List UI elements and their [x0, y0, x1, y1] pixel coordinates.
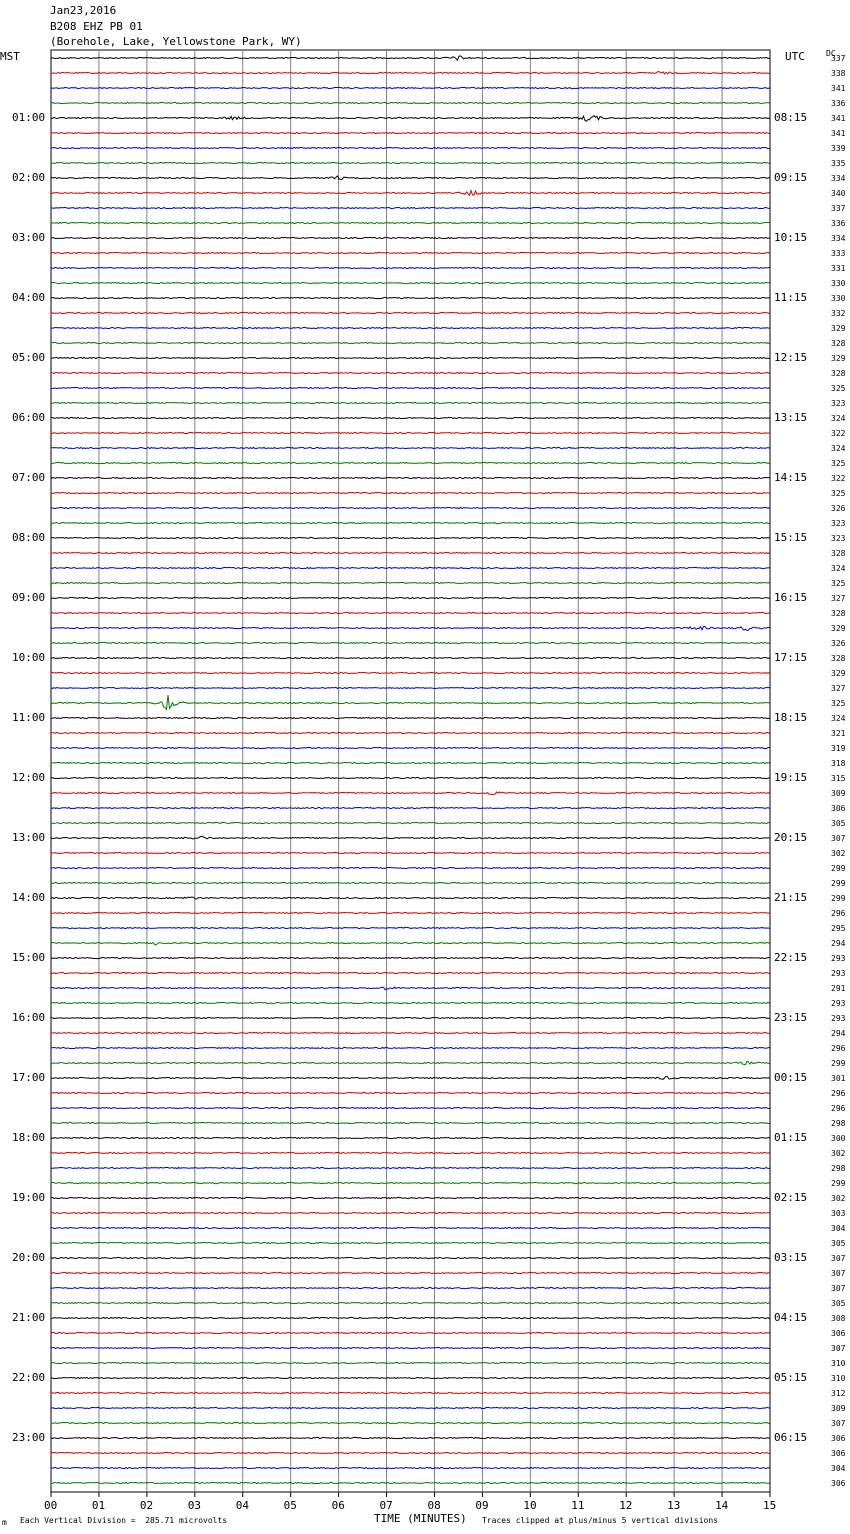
seismic-trace [51, 597, 770, 598]
dc-offset-value: 324 [831, 714, 846, 723]
seismic-trace [51, 56, 770, 60]
seismic-trace [51, 87, 770, 88]
footer-marker: m [2, 1518, 7, 1527]
seismic-trace [51, 207, 770, 208]
seismic-trace [51, 162, 770, 163]
seismic-trace [51, 1182, 770, 1183]
seismic-trace [51, 1482, 770, 1483]
dc-offset-value: 307 [831, 1344, 846, 1353]
dc-offset-value: 327 [831, 684, 846, 693]
dc-offset-value: 341 [831, 84, 846, 93]
dc-offset-value: 335 [831, 159, 846, 168]
dc-offset-value: 307 [831, 1419, 846, 1428]
seismic-trace [51, 567, 770, 568]
dc-offset-value: 324 [831, 564, 846, 573]
dc-offset-value: 333 [831, 249, 846, 258]
mst-hour-label: 11:00 [12, 711, 46, 724]
dc-offset-value: 307 [831, 1254, 846, 1263]
dc-offset-value: 307 [831, 1269, 846, 1278]
seismic-trace [51, 1061, 770, 1064]
seismic-trace [51, 462, 770, 463]
dc-offset-value: 291 [831, 984, 846, 993]
dc-offset-value: 339 [831, 144, 846, 153]
seismic-trace [51, 717, 770, 718]
seismic-trace [51, 912, 770, 913]
dc-offset-value: 327 [831, 594, 846, 603]
dc-offset-value: 306 [831, 1434, 846, 1443]
seismic-trace [51, 237, 770, 238]
mst-hour-label: 23:00 [12, 1431, 46, 1444]
dc-offset-value: 303 [831, 1209, 846, 1218]
dc-offset-value: 328 [831, 609, 846, 618]
dc-offset-value: 322 [831, 429, 846, 438]
scale-note: Each Vertical Division = 285.71 microvolts [20, 1516, 228, 1525]
dc-offset-value: 294 [831, 1029, 846, 1038]
seismic-trace [51, 72, 770, 74]
seismic-trace [51, 1437, 770, 1438]
dc-offset-value: 328 [831, 339, 846, 348]
dc-offset-value: 325 [831, 699, 846, 708]
seismic-trace [51, 882, 770, 883]
seismic-trace [51, 417, 770, 418]
x-tick-label: 10 [523, 1499, 537, 1512]
utc-hour-label: 16:15 [774, 591, 808, 604]
dc-offset-value: 321 [831, 729, 846, 738]
dc-offset-value: 306 [831, 804, 846, 813]
x-tick-label: 02 [139, 1499, 154, 1512]
dc-offset-value: 306 [831, 1449, 846, 1458]
seismic-trace [51, 1107, 770, 1108]
seismic-trace [51, 357, 770, 358]
dc-offset-value: 340 [831, 189, 846, 198]
mst-hour-label: 08:00 [12, 531, 46, 544]
dc-offset-value: 304 [831, 1224, 846, 1233]
dc-offset-value: 326 [831, 504, 846, 513]
dc-offset-value: 318 [831, 759, 846, 768]
utc-hour-label: 11:15 [774, 291, 808, 304]
dc-offset-value: 330 [831, 279, 846, 288]
mst-hour-label: 18:00 [12, 1131, 46, 1144]
seismic-trace [51, 267, 770, 268]
utc-hour-label: 18:15 [774, 711, 808, 724]
dc-offset-value: 337 [831, 204, 846, 213]
utc-hour-label: 12:15 [774, 351, 808, 364]
seismic-trace [51, 1452, 770, 1453]
seismic-trace [51, 807, 770, 808]
seismic-trace [51, 147, 770, 148]
x-tick-label: 01 [91, 1499, 106, 1512]
dc-offset-value: 315 [831, 774, 846, 783]
dc-offset-value: 296 [831, 1104, 846, 1113]
dc-offset-value: 328 [831, 549, 846, 558]
seismic-trace [51, 1362, 770, 1363]
mst-hour-label: 21:00 [12, 1311, 46, 1324]
dc-offset-value: 296 [831, 1044, 846, 1053]
utc-hour-label: 14:15 [774, 471, 808, 484]
seismic-trace [51, 1467, 770, 1468]
dc-offset-value: 298 [831, 1164, 846, 1173]
dc-offset-value: 305 [831, 819, 846, 828]
dc-offset-value: 308 [831, 1314, 846, 1323]
dc-offset-value: 328 [831, 654, 846, 663]
seismic-trace [51, 1257, 770, 1258]
seismic-trace [51, 1242, 770, 1243]
utc-hour-label: 20:15 [774, 831, 808, 844]
mst-hour-label: 03:00 [12, 231, 46, 244]
seismic-trace [51, 1422, 770, 1423]
seismic-trace [51, 342, 770, 343]
dc-offset-value: 330 [831, 294, 846, 303]
dc-offset-value: 312 [831, 1389, 846, 1398]
seismic-trace [51, 836, 770, 839]
dc-offset-value: 302 [831, 1194, 846, 1203]
seismic-trace [51, 447, 770, 448]
clip-note: Traces clipped at plus/minus 5 vertical divisions [482, 1516, 719, 1525]
seismic-trace [51, 432, 770, 433]
x-tick-label: 08 [427, 1499, 441, 1512]
dc-offset-value: 323 [831, 534, 846, 543]
dc-offset-value: 305 [831, 1239, 846, 1248]
mst-hour-label: 22:00 [12, 1371, 46, 1384]
seismic-trace [51, 792, 770, 795]
seismic-trace [51, 1407, 770, 1408]
x-tick-label: 05 [283, 1499, 297, 1512]
dc-offset-value: 299 [831, 879, 846, 888]
utc-hour-label: 02:15 [774, 1191, 808, 1204]
dc-offset-value: 306 [831, 1479, 846, 1488]
mst-hour-label: 02:00 [12, 171, 46, 184]
dc-offset-value: 325 [831, 384, 846, 393]
seismic-trace [51, 1347, 770, 1348]
dc-offset-value: 302 [831, 849, 846, 858]
dc-offset-value: 325 [831, 459, 846, 468]
dc-offset-value: 305 [831, 1299, 846, 1308]
dc-offset-value: 300 [831, 1134, 846, 1143]
seismic-trace [51, 732, 770, 733]
x-tick-label: 04 [235, 1499, 249, 1512]
x-tick-label: 09 [475, 1499, 489, 1512]
dc-offset-value: 299 [831, 894, 846, 903]
dc-offset-value: 338 [831, 69, 846, 78]
mst-hour-label: 13:00 [12, 831, 46, 844]
station-code: B208 EHZ PB 01 [50, 20, 143, 33]
x-tick-label: 07 [379, 1499, 393, 1512]
dc-offset-value: 332 [831, 309, 846, 318]
seismic-trace [51, 687, 770, 688]
seismic-trace [51, 987, 770, 990]
seismic-trace [51, 1032, 770, 1033]
utc-hour-label: 01:15 [774, 1131, 808, 1144]
utc-hour-label: 06:15 [774, 1431, 808, 1444]
seismic-trace [51, 626, 770, 630]
utc-hour-label: 21:15 [774, 891, 808, 904]
seismic-trace [51, 897, 770, 899]
seismic-trace [51, 537, 770, 538]
utc-hour-label: 22:15 [774, 951, 808, 964]
utc-hour-label: 09:15 [774, 171, 808, 184]
mst-hour-label: 15:00 [12, 951, 46, 964]
dc-offset-value: 299 [831, 1059, 846, 1068]
seismic-trace [51, 1227, 770, 1228]
dc-offset-value: 329 [831, 624, 846, 633]
seismic-trace [51, 312, 770, 313]
mst-hour-label: 10:00 [12, 651, 46, 664]
seismic-trace [51, 1287, 770, 1288]
seismic-trace [51, 507, 770, 508]
dc-offset-value: 326 [831, 639, 846, 648]
dc-offset-value: 334 [831, 174, 846, 183]
dc-offset-value: 299 [831, 864, 846, 873]
seismic-trace [51, 1002, 770, 1003]
dc-offset-value: 293 [831, 969, 846, 978]
seismic-trace [51, 132, 770, 133]
seismic-trace [51, 116, 770, 122]
mst-hour-label: 20:00 [12, 1251, 46, 1264]
utc-axis-title: UTC [785, 50, 805, 63]
mst-hour-label: 05:00 [12, 351, 46, 364]
station-location: (Borehole, Lake, Yellowstone Park, WY) [50, 35, 302, 48]
plot-date: Jan23,2016 [50, 4, 117, 17]
dc-offset-value: 299 [831, 1179, 846, 1188]
seismic-trace [51, 612, 770, 613]
seismic-trace [51, 372, 770, 373]
seismic-trace [51, 582, 770, 583]
seismic-trace [51, 657, 770, 658]
x-tick-label: 15 [763, 1499, 777, 1512]
utc-hour-label: 19:15 [774, 771, 808, 784]
seismic-trace [51, 972, 770, 973]
dc-offset-value: 310 [831, 1359, 846, 1368]
x-tick-label: 11 [571, 1499, 585, 1512]
x-tick-label: 03 [187, 1499, 202, 1512]
dc-offset-value: 296 [831, 909, 846, 918]
seismic-trace [51, 1317, 770, 1318]
dc-offset-value: 323 [831, 519, 846, 528]
seismic-trace [51, 387, 770, 388]
dc-offset-value: 304 [831, 1464, 846, 1473]
seismic-trace [51, 402, 770, 403]
dc-offset-value: 336 [831, 99, 846, 108]
dc-offset-value: 328 [831, 369, 846, 378]
utc-hour-label: 00:15 [774, 1071, 808, 1084]
dc-offset-value: 306 [831, 1329, 846, 1338]
seismic-trace [51, 1152, 770, 1153]
seismic-trace [51, 1092, 770, 1093]
utc-hour-label: 05:15 [774, 1371, 808, 1384]
seismic-trace [51, 672, 770, 673]
mst-hour-label: 04:00 [12, 291, 46, 304]
seismic-trace [51, 1122, 770, 1123]
x-tick-label: 13 [667, 1499, 681, 1512]
seismic-trace [51, 176, 770, 180]
mst-hour-label: 19:00 [12, 1191, 46, 1204]
dc-offset-value: 334 [831, 234, 846, 243]
utc-hour-label: 03:15 [774, 1251, 808, 1264]
seismic-trace [51, 297, 770, 298]
dc-offset-value: 329 [831, 324, 846, 333]
dc-offset-value: 293 [831, 1014, 846, 1023]
utc-hour-label: 13:15 [774, 411, 808, 424]
seismic-trace [51, 762, 770, 763]
seismic-trace [51, 1272, 770, 1273]
dc-offset-value: 341 [831, 129, 846, 138]
utc-hour-label: 08:15 [774, 111, 808, 124]
seismic-trace [51, 1017, 770, 1018]
seismic-trace [51, 942, 770, 945]
seismic-trace [51, 477, 770, 478]
mst-hour-label: 07:00 [12, 471, 46, 484]
seismic-trace [51, 492, 770, 493]
seismic-trace [51, 1167, 770, 1168]
seismic-trace [51, 1377, 770, 1378]
seismic-trace [51, 1076, 770, 1079]
dc-offset-value: 296 [831, 1089, 846, 1098]
mst-hour-label: 01:00 [12, 111, 46, 124]
dc-offset-value: 329 [831, 354, 846, 363]
x-tick-label: 00 [44, 1499, 58, 1512]
seismic-trace [51, 642, 770, 643]
utc-hour-label: 15:15 [774, 531, 808, 544]
utc-hour-label: 04:15 [774, 1311, 808, 1324]
dc-offset-value: 322 [831, 474, 846, 483]
dc-offset-value: 309 [831, 1404, 846, 1413]
mst-hour-label: 17:00 [12, 1071, 46, 1084]
mst-hour-label: 09:00 [12, 591, 46, 604]
seismic-trace [51, 327, 770, 328]
dc-offset-value: 307 [831, 1284, 846, 1293]
dc-offset-value: 295 [831, 924, 846, 933]
dc-offset-value: 293 [831, 954, 846, 963]
dc-offset-value: 294 [831, 939, 846, 948]
dc-offset-value: 310 [831, 1374, 846, 1383]
dc-offset-value: 302 [831, 1149, 846, 1158]
dc-offset-value: 331 [831, 264, 846, 273]
seismic-trace [51, 1197, 770, 1198]
seismic-trace [51, 957, 770, 958]
dc-offset-value: 323 [831, 399, 846, 408]
utc-hour-label: 10:15 [774, 231, 808, 244]
dc-offset-value: 336 [831, 219, 846, 228]
seismic-trace [51, 1047, 770, 1048]
seismic-trace [51, 867, 770, 868]
seismic-trace [51, 822, 770, 823]
seismic-trace [51, 747, 770, 748]
dc-offset-value: 324 [831, 414, 846, 423]
plot-frame [51, 50, 770, 1492]
seismic-trace [51, 552, 770, 553]
seismic-trace [51, 1392, 770, 1393]
dc-offset-value: 307 [831, 834, 846, 843]
dc-offset-value: 337 [831, 54, 846, 63]
dc-offset-value: 309 [831, 789, 846, 798]
seismic-trace [51, 252, 770, 253]
x-tick-label: 14 [715, 1499, 729, 1512]
dc-offset-value: 341 [831, 114, 846, 123]
seismic-trace [51, 222, 770, 223]
seismic-trace [51, 1332, 770, 1333]
mst-hour-label: 12:00 [12, 771, 46, 784]
seismic-trace [51, 777, 770, 778]
seismic-trace [51, 1212, 770, 1213]
x-axis-label: TIME (MINUTES) [374, 1512, 467, 1525]
mst-hour-label: 14:00 [12, 891, 46, 904]
mst-axis-title: MST [0, 50, 20, 63]
seismic-trace [51, 102, 770, 103]
mst-hour-label: 16:00 [12, 1011, 46, 1024]
dc-offset-value: 319 [831, 744, 846, 753]
mst-hour-label: 06:00 [12, 411, 46, 424]
seismic-trace [51, 1302, 770, 1303]
dc-axis-title: DC [826, 49, 836, 58]
dc-offset-value: 325 [831, 489, 846, 498]
dc-offset-value: 325 [831, 579, 846, 588]
dc-offset-value: 293 [831, 999, 846, 1008]
utc-hour-label: 17:15 [774, 651, 808, 664]
x-tick-label: 06 [331, 1499, 345, 1512]
seismic-trace [51, 1137, 770, 1138]
seismic-trace [51, 695, 770, 709]
utc-hour-label: 23:15 [774, 1011, 808, 1024]
seismic-trace [51, 852, 770, 853]
dc-offset-value: 329 [831, 669, 846, 678]
x-tick-label: 12 [619, 1499, 633, 1512]
seismic-trace [51, 927, 770, 928]
seismic-trace [51, 282, 770, 283]
dc-offset-value: 301 [831, 1074, 846, 1083]
dc-offset-value: 298 [831, 1119, 846, 1128]
dc-offset-value: 324 [831, 444, 846, 453]
seismic-trace [51, 191, 770, 196]
seismic-trace [51, 522, 770, 523]
